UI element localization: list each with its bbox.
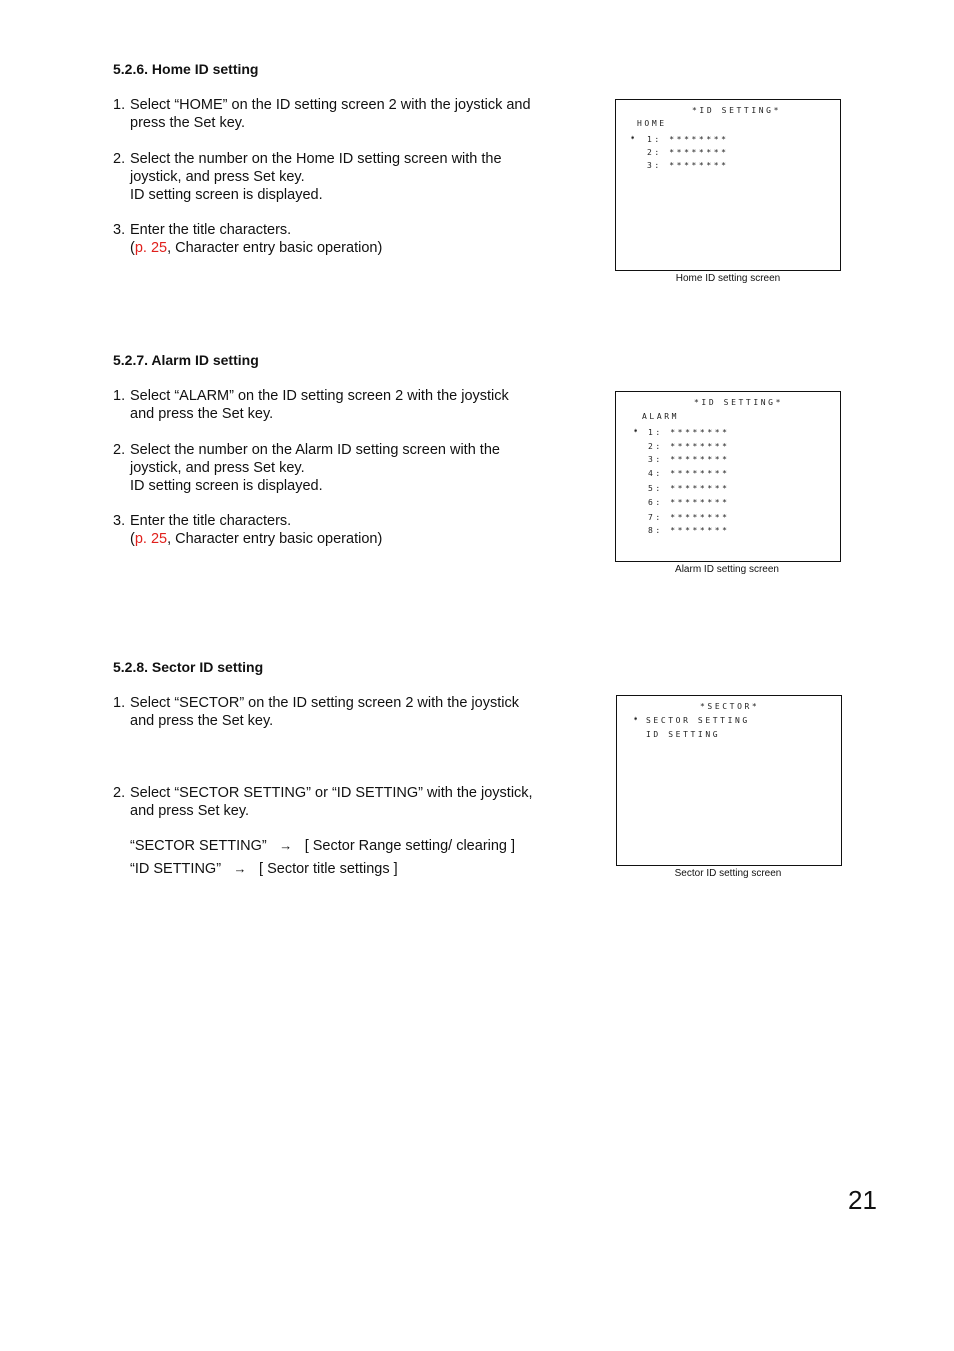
step-number: 2.: [113, 442, 126, 458]
step-line: press the Set key.: [130, 115, 245, 131]
section-heading-home: 5.2.6. Home ID setting: [113, 61, 259, 77]
screen-item[interactable]: 7: ********: [648, 513, 730, 522]
selection-pointer-icon: ➧: [633, 427, 639, 437]
mapping-key: “ID SETTING”: [130, 861, 222, 877]
selection-pointer-icon: ➧: [630, 134, 636, 144]
sector-mapping-row: [130, 837, 515, 855]
step-number: 1.: [113, 388, 126, 404]
step-line: Enter the title characters.: [130, 513, 292, 529]
screen-title: *ID SETTING*: [692, 106, 781, 115]
step-number: 1.: [113, 695, 126, 711]
screen-item[interactable]: 5: ********: [648, 484, 730, 493]
home-step-3: [113, 221, 544, 257]
home-id-setting-screen: [615, 99, 841, 271]
selection-pointer-icon: ➧: [633, 715, 639, 725]
step-number: 1.: [113, 97, 126, 113]
step-number: 2.: [113, 151, 126, 167]
screen-item[interactable]: 8: ********: [648, 526, 730, 535]
sector-mapping-row: [130, 860, 398, 878]
sector-step-2: [113, 784, 544, 820]
step-line: joystick, and press Set key.: [130, 169, 305, 185]
right-arrow-icon: →: [279, 838, 293, 853]
screen-subtitle: ALARM: [642, 412, 680, 421]
step-line: Enter the title characters.: [130, 222, 292, 238]
step-line: Select “SECTOR SETTING” or “ID SETTING” with the joystick,: [130, 785, 533, 801]
screen-item[interactable]: 2: ********: [648, 442, 730, 451]
step-line: Select the number on the Alarm ID setting screen with the: [130, 442, 500, 458]
step-line: Select the number on the Home ID setting screen with the: [130, 151, 502, 167]
screen-caption: Sector ID setting screen: [674, 868, 782, 879]
sector-id-setting-screen: [616, 695, 842, 866]
screen-title: *ID SETTING*: [694, 398, 783, 407]
section-heading-alarm: 5.2.7. Alarm ID setting: [113, 352, 259, 368]
screen-item[interactable]: 6: ********: [648, 498, 730, 507]
section-heading-sector: 5.2.8. Sector ID setting: [113, 659, 264, 675]
step-line: and press the Set key.: [130, 713, 274, 729]
step-number: 3.: [113, 222, 126, 238]
alarm-step-3: [113, 512, 544, 548]
page-link[interactable]: p. 25: [134, 531, 168, 547]
screen-item[interactable]: 3: ********: [648, 455, 730, 464]
screen-subtitle: HOME: [637, 119, 667, 128]
step-line: Select “ALARM” on the ID setting screen 2 with the joystick: [130, 388, 509, 404]
screen-title: *SECTOR*: [700, 702, 760, 711]
step-line: ID setting screen is displayed.: [130, 478, 323, 494]
screen-item[interactable]: 3: ********: [647, 161, 729, 170]
alarm-step-2: [113, 441, 544, 495]
screen-item[interactable]: 1: ********: [647, 135, 729, 144]
step-line: Select “HOME” on the ID setting screen 2 with the joystick and: [130, 97, 531, 113]
step-line: and press Set key.: [130, 803, 250, 819]
alarm-id-setting-screen: [615, 391, 841, 562]
step-line: Select “SECTOR” on the ID setting screen 2 with the joystick: [130, 695, 519, 711]
step-number: 2.: [113, 785, 126, 801]
right-arrow-icon: →: [233, 861, 247, 876]
alarm-step-1: [113, 387, 544, 423]
mapping-value: [ Sector title settings ]: [259, 861, 398, 877]
screen-item[interactable]: 2: ********: [647, 148, 729, 157]
screen-item[interactable]: ID SETTING: [646, 730, 721, 739]
step-line: and press the Set key.: [130, 406, 274, 422]
page-number: 21: [848, 1185, 877, 1215]
mapping-value: [ Sector Range setting/ clearing ]: [304, 838, 516, 854]
sector-step-1: [113, 694, 544, 730]
screen-item[interactable]: 4: ********: [648, 469, 730, 478]
step-line: joystick, and press Set key.: [130, 460, 305, 476]
screen-caption: Home ID setting screen: [675, 273, 781, 284]
page-reference: (p. 25, Character entry basic operation): [130, 240, 383, 256]
page-link[interactable]: p. 25: [134, 240, 168, 256]
step-number: 3.: [113, 513, 126, 529]
page-reference: (p. 25, Character entry basic operation): [130, 531, 383, 547]
screen-item[interactable]: 1: ********: [648, 428, 730, 437]
mapping-key: “SECTOR SETTING”: [130, 838, 267, 854]
home-step-2: [113, 150, 544, 204]
screen-item[interactable]: SECTOR SETTING: [646, 716, 750, 725]
step-line: ID setting screen is displayed.: [130, 187, 323, 203]
home-step-1: [113, 96, 544, 132]
screen-caption: Alarm ID setting screen: [675, 564, 779, 575]
